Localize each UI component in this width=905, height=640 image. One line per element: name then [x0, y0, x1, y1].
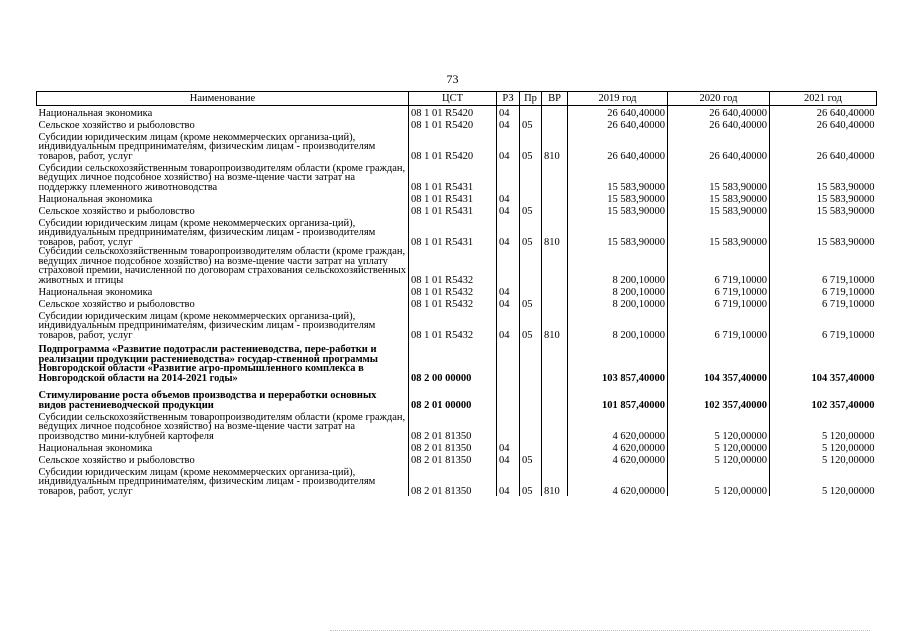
cell-y2019: 26 640,40000 [568, 118, 668, 130]
cell-pr: 05 [520, 118, 542, 130]
cell-pr [520, 192, 542, 204]
cell-name: Субсидии юридическим лицам (кроме некоммерческих организа-ций), индивидуальным предпринимателям, физическим лицам - производителям товаров, работ, услуг [38, 131, 376, 162]
cell-y2020: 5 120,00000 [668, 465, 770, 496]
cell-pr [520, 161, 542, 192]
cell-y2021: 6 719,10000 [770, 297, 877, 309]
table-row [37, 192, 877, 204]
cell-pr: 05 [520, 465, 542, 496]
cell-y2021: 26 640,40000 [770, 118, 877, 130]
cell-y2019: 15 583,90000 [568, 204, 668, 216]
cell-name: Национальная экономика [38, 107, 153, 119]
cell-vr [542, 453, 568, 465]
cell-y2021: 15 583,90000 [770, 216, 877, 247]
header-vr: ВР [542, 92, 568, 106]
cell-vr [542, 340, 568, 383]
cell-rz [497, 410, 520, 441]
cell-cst: 08 2 01 81350 [409, 453, 497, 465]
cell-rz: 04 [497, 441, 520, 453]
cell-y2019: 8 200,10000 [568, 285, 668, 297]
cell-y2021: 5 120,00000 [770, 465, 877, 496]
cell-y2020: 6 719,10000 [668, 247, 770, 285]
scan-artifact-dots [330, 630, 870, 635]
cell-y2019: 4 620,00000 [568, 410, 668, 441]
cell-cst: 08 1 01 R5420 [409, 106, 497, 119]
cell-y2019: 15 583,90000 [568, 192, 668, 204]
cell-rz [497, 161, 520, 192]
header-2021: 2021 год [770, 92, 877, 106]
cell-y2019: 8 200,10000 [568, 309, 668, 340]
cell-vr [542, 106, 568, 119]
cell-name: Субсидии сельскохозяйственным товаропроизводителям области (кроме граждан, ведущих личное подсобное хозяйство) на возме-щение части затрат на уплату страховой премии, начисленной по договорам страхования сельскохозяйственных животных и птицы [38, 246, 406, 286]
cell-y2020: 26 640,40000 [668, 106, 770, 119]
cell-y2021: 102 357,40000 [770, 383, 877, 410]
cell-y2020: 15 583,90000 [668, 161, 770, 192]
cell-vr [542, 204, 568, 216]
cell-pr [520, 410, 542, 441]
cell-cst: 08 2 01 81350 [409, 465, 497, 496]
cell-cst: 08 1 01 R5431 [409, 216, 497, 247]
cell-cst: 08 1 01 R5431 [409, 204, 497, 216]
cell-y2020: 6 719,10000 [668, 309, 770, 340]
table-row [37, 309, 877, 340]
cell-y2020: 15 583,90000 [668, 216, 770, 247]
table-row [37, 216, 877, 247]
table-row [37, 130, 877, 161]
cell-vr [542, 161, 568, 192]
cell-y2020: 26 640,40000 [668, 118, 770, 130]
cell-pr [520, 340, 542, 383]
cell-y2019: 15 583,90000 [568, 216, 668, 247]
cell-y2020: 5 120,00000 [668, 410, 770, 441]
cell-pr [520, 106, 542, 119]
cell-y2019: 15 583,90000 [568, 161, 668, 192]
cell-y2019: 4 620,00000 [568, 453, 668, 465]
cell-cst: 08 1 01 R5432 [409, 285, 497, 297]
cell-vr: 810 [542, 216, 568, 247]
cell-cst: 08 2 01 81350 [409, 441, 497, 453]
cell-vr [542, 247, 568, 285]
table-row [37, 297, 877, 309]
cell-y2020: 5 120,00000 [668, 453, 770, 465]
cell-vr [542, 285, 568, 297]
cell-name: Национальная экономика [38, 442, 153, 454]
cell-vr [542, 118, 568, 130]
cell-vr [542, 383, 568, 410]
table-row [37, 161, 877, 192]
cell-y2019: 4 620,00000 [568, 441, 668, 453]
cell-pr: 05 [520, 130, 542, 161]
cell-vr [542, 297, 568, 309]
cell-name: Национальная экономика [38, 193, 153, 205]
cell-name: Сельское хозяйство и рыболовство [38, 298, 195, 310]
cell-y2019: 101 857,40000 [568, 383, 668, 410]
cell-cst: 08 2 01 81350 [409, 410, 497, 441]
cell-rz: 04 [497, 118, 520, 130]
cell-cst: 08 1 01 R5431 [409, 161, 497, 192]
cell-vr [542, 410, 568, 441]
cell-y2021: 5 120,00000 [770, 453, 877, 465]
cell-vr [542, 441, 568, 453]
cell-y2020: 6 719,10000 [668, 285, 770, 297]
cell-pr [520, 383, 542, 410]
table-row [37, 204, 877, 216]
header-name: Наименование [37, 92, 409, 106]
cell-y2020: 15 583,90000 [668, 204, 770, 216]
table-row [37, 285, 877, 297]
cell-name: Подпрограмма «Развитие подотрасли растениеводства, пере-работки и реализации продукции растениеводства» государ-ственной программы Новгородской области «Развитие агро-промышленного комплекса в Новгородской области на 2014-2021 годы» [38, 344, 378, 384]
cell-name: Сельское хозяйство и рыболовство [38, 119, 195, 131]
cell-pr [520, 441, 542, 453]
cell-pr [520, 285, 542, 297]
table-row [37, 441, 877, 453]
cell-rz: 04 [497, 309, 520, 340]
cell-y2021: 104 357,40000 [770, 340, 877, 383]
table-row [37, 340, 877, 383]
header-rz: РЗ [497, 92, 520, 106]
cell-cst: 08 1 01 R5432 [409, 309, 497, 340]
cell-y2021: 26 640,40000 [770, 130, 877, 161]
cell-rz: 04 [497, 297, 520, 309]
cell-y2020: 26 640,40000 [668, 130, 770, 161]
cell-y2020: 6 719,10000 [668, 297, 770, 309]
cell-y2021: 5 120,00000 [770, 441, 877, 453]
table-row [37, 106, 877, 119]
cell-rz [497, 340, 520, 383]
table-row [37, 410, 877, 441]
cell-rz [497, 247, 520, 285]
cell-cst: 08 1 01 R5431 [409, 192, 497, 204]
cell-name: Национальная экономика [38, 286, 153, 298]
cell-cst: 08 1 01 R5432 [409, 297, 497, 309]
cell-name: Субсидии сельскохозяйственным товаропроизводителям области (кроме граждан, ведущих личное подсобное хозяйство) на возме-щение части затрат на производство мини-клубней картофеля [38, 411, 406, 442]
cell-cst: 08 1 01 R5420 [409, 118, 497, 130]
cell-y2019: 4 620,00000 [568, 465, 668, 496]
table-header-row [37, 92, 877, 106]
cell-rz [497, 383, 520, 410]
header-2019: 2019 год [568, 92, 668, 106]
table-row [37, 465, 877, 496]
cell-y2019: 26 640,40000 [568, 130, 668, 161]
table-body [37, 106, 877, 497]
cell-y2021: 15 583,90000 [770, 161, 877, 192]
cell-vr: 810 [542, 465, 568, 496]
cell-vr: 810 [542, 130, 568, 161]
cell-vr [542, 192, 568, 204]
cell-y2020: 15 583,90000 [668, 192, 770, 204]
cell-y2021: 6 719,10000 [770, 247, 877, 285]
cell-y2020: 102 357,40000 [668, 383, 770, 410]
cell-pr [520, 247, 542, 285]
cell-name: Субсидии сельскохозяйственным товаропроизводителям области (кроме граждан, ведущих личное подсобное хозяйство) на возме-щение части затрат на поддержку племенного животноводства [38, 162, 406, 193]
cell-y2019: 8 200,10000 [568, 247, 668, 285]
cell-pr: 05 [520, 204, 542, 216]
cell-name: Субсидии юридическим лицам (кроме некоммерческих организа-ций), индивидуальным предпринимателям, физическим лицам - производителям товаров, работ, услуг [38, 466, 376, 497]
cell-y2021: 6 719,10000 [770, 285, 877, 297]
cell-name: Субсидии юридическим лицам (кроме некоммерческих организа-ций), индивидуальным предпринимателям, физическим лицам - производителям товаров, работ, услуг [38, 310, 376, 341]
cell-rz: 04 [497, 204, 520, 216]
budget-table [36, 91, 877, 496]
cell-cst: 08 1 01 R5432 [409, 247, 497, 285]
cell-y2019: 103 857,40000 [568, 340, 668, 383]
cell-pr: 05 [520, 453, 542, 465]
cell-y2020: 104 357,40000 [668, 340, 770, 383]
cell-cst: 08 2 00 00000 [409, 340, 497, 383]
cell-rz: 04 [497, 216, 520, 247]
table-row [37, 453, 877, 465]
cell-rz: 04 [497, 130, 520, 161]
header-2020: 2020 год [668, 92, 770, 106]
cell-y2019: 8 200,10000 [568, 297, 668, 309]
cell-y2020: 5 120,00000 [668, 441, 770, 453]
cell-cst: 08 1 01 R5420 [409, 130, 497, 161]
cell-y2019: 26 640,40000 [568, 106, 668, 119]
cell-pr: 05 [520, 216, 542, 247]
cell-name: Стимулирование роста объемов производства и переработки основных видов растениеводческой продукции [38, 390, 377, 411]
cell-y2021: 26 640,40000 [770, 106, 877, 119]
cell-rz: 04 [497, 285, 520, 297]
cell-name: Субсидии юридическим лицам (кроме некоммерческих организа-ций), индивидуальным предпринимателям, физическим лицам - производителям товаров, работ, услуг [38, 217, 376, 248]
cell-y2021: 15 583,90000 [770, 192, 877, 204]
cell-rz: 04 [497, 106, 520, 119]
cell-y2021: 15 583,90000 [770, 204, 877, 216]
cell-vr: 810 [542, 309, 568, 340]
cell-y2021: 5 120,00000 [770, 410, 877, 441]
cell-pr: 05 [520, 309, 542, 340]
cell-name: Сельское хозяйство и рыболовство [38, 454, 195, 466]
table-row [37, 383, 877, 410]
page-number: 73 [446, 72, 459, 86]
header-pr: Пр [520, 92, 542, 106]
cell-rz: 04 [497, 192, 520, 204]
cell-y2021: 6 719,10000 [770, 309, 877, 340]
table-row [37, 118, 877, 130]
cell-rz: 04 [497, 465, 520, 496]
cell-cst: 08 2 01 00000 [409, 383, 497, 410]
cell-rz: 04 [497, 453, 520, 465]
table-row [37, 247, 877, 285]
header-cst: ЦСТ [409, 92, 497, 106]
cell-name: Сельское хозяйство и рыболовство [38, 205, 195, 217]
cell-pr: 05 [520, 297, 542, 309]
